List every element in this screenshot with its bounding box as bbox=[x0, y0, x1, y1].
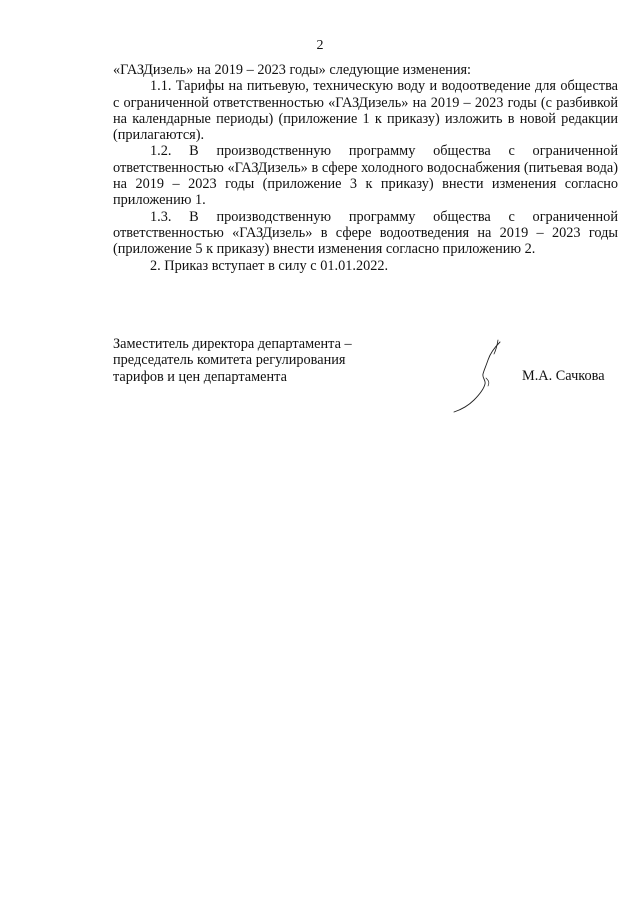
handwritten-signature bbox=[450, 338, 510, 414]
signatory-position bbox=[113, 336, 393, 385]
paragraph-item-1-3: 1.3. В производственную программу общества с ограниченной ответственностью «ГАЗДизель» в сфере водоотведения на 2019 – 2023 годы (приложение 5 к приказу) внести изменения согласно приложению 2. bbox=[113, 208, 618, 258]
paragraph-item-2: 2. Приказ вступает в силу с 01.01.2022. bbox=[150, 257, 389, 274]
paragraph-item-1-1: 1.1. Тарифы на питьевую, техническую воду и водоотведение для общества с ограниченной ответственностью «ГАЗДизель» на 2019 – 2023 годы (с разбивкой на календарные периоды) (приложение 1 к приказу) изложить в новой редакции (прилагаются). bbox=[113, 78, 618, 144]
position-line: председатель комитета регулирования bbox=[113, 352, 346, 369]
page-number: 2 bbox=[316, 38, 324, 53]
signatory-name: М.А. Сачкова bbox=[522, 368, 605, 384]
document-body bbox=[113, 62, 618, 274]
paragraph-intro: «ГАЗДизель» на 2019 – 2023 годы» следующие изменения: bbox=[113, 62, 472, 78]
position-line: Заместитель директора департамента – bbox=[113, 336, 352, 352]
position-line: тарифов и цен департамента bbox=[113, 368, 287, 385]
paragraph-item-1-2: 1.2. В производственную программу общества с ограниченной ответственностью «ГАЗДизель» в сфере холодного водоснабжения (питьевая вода) на 2019 – 2023 годы (приложение 3 к приказу) внести изменения согласно приложению 1. bbox=[113, 143, 618, 209]
